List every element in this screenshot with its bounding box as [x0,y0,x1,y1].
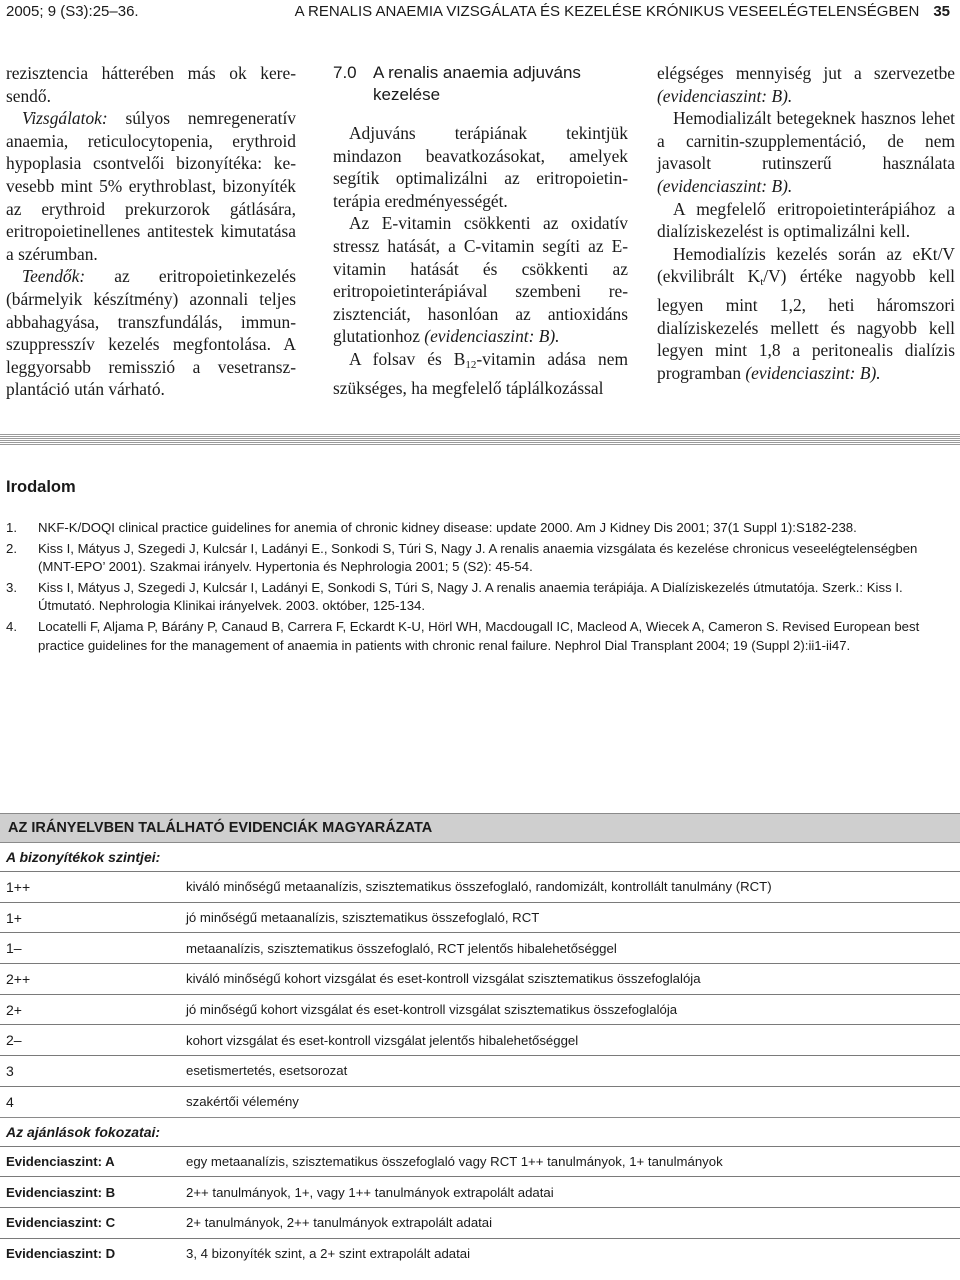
recommendation-grade: Evidenciaszint: B [6,1184,116,1200]
reference-item [6,519,956,538]
running-title: A RENALIS ANAEMIA VIZSGÁLATA ÉS KEZELÉSE KRÓNIKUS VESEELÉGTELENSÉGBEN [294,3,920,20]
paragraph-text: Hemodializált betegeknek hasznos lehet a carnitin-szupplementáció, de nem javasolt rutinszerű használata [657,108,955,174]
paragraph [333,212,628,348]
recommendation-grade: Evidenciaszint: D [6,1245,116,1261]
recommendation-grade-description: 3, 4 bizonyíték szint, a 2+ szint extrapolált adatai [186,1245,471,1261]
evidence-level: 2– [6,1032,22,1049]
evidence-level-description: metaanalízis, szisztematikus összefoglaló, RCT jelentős hibalehetőséggel [186,940,617,956]
journal-citation: 2005; 9 (S3):25–36. [6,3,139,20]
evidence-level-row [0,994,960,1025]
paragraph-text: Az E-vitamin csökkenti az oxidatív stressz hatását, a C-vitamin segíti az E-vitamin hatását és csökkenti az eritropoietinterápiával szembeni rezisztenciát, hasonlóan az antioxidáns glutationhoz [333,213,628,347]
paragraph [657,243,955,385]
recommendation-grade-row [0,1207,960,1238]
section-divider [0,434,960,446]
evidence-explanation-box [0,813,960,1268]
evidence-level: 4 [6,1093,14,1110]
paragraph-text: az eritropoietinkezelés (bármelyik készítmény) azonnali teljes abbahagyása, transzfundálás, immunszuppresszív kezelés megfontolása. A leggyorsabb remisszió a vesetranszplantáció után várható. [6,266,296,400]
evidence-level-row [0,932,960,963]
paragraph [657,62,955,107]
evidence-level-note: (evidenciaszint: B). [657,175,793,196]
recommendation-grade-description: 2++ tanulmányok, 1+, vagy 1++ tanulmányok extrapolált adatai [186,1184,554,1200]
paragraph-text: -vitamin adása nem szükséges, ha megfelelő táplálkozással [333,348,628,398]
paragraph-label: Vizsgálatok: [22,108,108,129]
section-heading [333,62,628,106]
evidence-level-description: jó minőségű metaanalízis, szisztematikus összefoglaló, RCT [186,910,540,926]
recommendation-grade-row [0,1238,960,1269]
evidence-levels-block [0,842,960,1117]
reference-text: NKF-K/DOQI clinical practice guidelines for anemia of chronic kidney disease: update 2000. Am J Kidney Dis 2001; 37(1 Suppl 1):S182-238. [38,520,857,535]
paragraph-vizsgalatok [6,107,296,265]
paragraph: Adjuváns terápiának tekintjük mindazon beavatkozásokat, amelyek segítik optimalizálni az eritropoietinterápia eredményességét. [333,123,628,211]
reference-number: 1. [6,520,17,535]
reference-item [6,618,956,655]
reference-item [6,579,956,616]
evidence-level: 3 [6,1062,14,1079]
evidence-levels-heading: A bizonyítékok szintjei: [6,849,161,865]
evidence-levels-list [0,871,960,1117]
recommendation-grade-description: 2+ tanulmányok, 2++ tanulmányok extrapolált adatai [186,1215,493,1231]
evidence-box-title: AZ IRÁNYELVBEN TALÁLHATÓ EVIDENCIÁK MAGYARÁZATA [0,813,960,842]
text-column-1 [6,62,296,401]
section-title: A renalis anaemia adjuváns kezelése [373,63,581,104]
recommendation-grade-row [0,1176,960,1207]
evidence-level: 1– [6,940,22,957]
recommendation-grade: Evidenciaszint: C [6,1215,116,1231]
paragraph: A megfelelő eritropoietinterápiához a dialíziskezelést is optimalizálni kell. [657,198,955,242]
recommendation-grade: Evidenciaszint: A [6,1153,115,1169]
evidence-level-note: (evidenciaszint: B). [745,362,881,383]
evidence-level-description: kohort vizsgálat és eset-kontroll vizsgálat jelentős hibalehetőséggel [186,1032,579,1048]
reference-text: Kiss I, Mátyus J, Szegedi J, Kulcsár I, Ladányi E, Sonkodi S, Túri S, Nagy J. A renalis anaemia terápiája. A Dialíziskezelés útmutatója. Szerk.: Kiss I. Útmutató. Nephrologia Klinikai irányelvek. 2003. október, 125-134. [38,579,903,614]
evidence-level-row [0,1024,960,1055]
evidence-level-description: esetismertetés, esetsorozat [186,1063,348,1079]
references-heading: Irodalom [6,478,76,496]
recommendation-grade-description: egy metaanalízis, szisztematikus összefoglaló vagy RCT 1++ tanulmányok, 1+ tanulmányok [186,1153,723,1169]
evidence-level-row [0,1086,960,1117]
evidence-level: 1++ [6,878,31,895]
paragraph [333,348,628,399]
paragraph: rezisztencia hátterében más ok keresendő. [6,63,296,106]
evidence-level-note: (evidenciaszint: B). [657,85,793,106]
paragraph-text: /V) értéke nagyobb kell legyen mint 1,2, heti háromszori dialíziskezelés mellett és nagyobb kell legyen mint 1,8 a peritonealis dialízis programban [657,266,956,383]
evidence-level-description: kiváló minőségű kohort vizsgálat és eset-kontroll vizsgálat szisztematikus összefoglalója [186,971,701,987]
section-number: 7.0 [333,63,357,82]
reference-text: Locatelli F, Aljama P, Bárány P, Canaud B, Carrera F, Eckardt K-U, Hörl WH, Macdougall IC, Macleod A, Wiecek A, Cameron S. Revised European best practice guidelines for the management of anaemia in patients with chronic renal failure. Nephrol Dial Transplant 2004; 19 (Suppl 2):ii1-ii47. [38,618,920,653]
evidence-level-row [0,871,960,902]
evidence-level-description: szakértői vélemény [186,1094,299,1110]
reference-number: 2. [6,540,17,556]
evidence-level-row [0,963,960,994]
reference-number: 4. [6,618,17,634]
page-number: 35 [933,3,950,20]
text-column-3 [657,62,955,384]
reference-item [6,540,956,577]
evidence-level: 2++ [6,970,31,987]
evidence-level-row [0,1055,960,1086]
reference-number: 3. [6,579,17,595]
paragraph-label: Teendők: [22,266,86,287]
evidence-level-description: jó minőségű kohort vizsgálat és eset-kontroll vizsgálat szisztematikus összefoglalója [186,1002,678,1018]
references-section [6,478,956,657]
recommendation-grades-heading: Az ajánlások fokozatai: [6,1123,161,1140]
paragraph-text: súlyos nemregeneratív anaemia, reticulocytopenia, erythroid hypoplasia csontvelői bizonyítéka: kevesebb mint 5% erythroblast, bizonyíték az erythroid prekurzorok gátlására, eritropoietinellenes antitestek kimutatása a szérumban. [6,108,296,264]
text-column-2 [333,62,628,399]
subscript: t [760,276,764,289]
paragraph-text: Hemodialízis kezelés során az eKt/V (ekvilibrált K [657,243,955,287]
running-title-group [295,3,950,20]
evidence-level-note: (evidenciaszint: B). [424,326,560,347]
paragraph-text: elégséges mennyiség jut a szervezetbe [657,63,955,83]
paragraph-text: A folsav és B [349,348,466,369]
recommendation-grades-block [0,1117,960,1269]
references-list [6,519,956,655]
recommendation-grade-row [0,1146,960,1177]
recommendation-grades-list [0,1146,960,1269]
evidence-level: 2+ [6,1001,22,1018]
paragraph-teendok [6,265,296,401]
paragraph [657,107,955,197]
evidence-level: 1+ [6,909,22,926]
running-header [6,3,950,27]
reference-text: Kiss I, Mátyus J, Szegedi J, Kulcsár I, Ladányi E., Sonkodi S, Túri S, Nagy J. A renalis anaemia vizsgálata és kezelése chronicus veseelégtelenségben (MNT-EPO’ 2001). Szakmai irányelv. Hypertonia és Nephrologia 2001; 5 (S2): 45-54. [38,540,918,575]
evidence-level-row [0,902,960,933]
evidence-level-description: kiváló minőségű metaanalízis, szisztematikus összefoglaló, randomizált, kontrollált tanulmány (RCT) [186,879,772,895]
subscript: 12 [465,358,477,371]
